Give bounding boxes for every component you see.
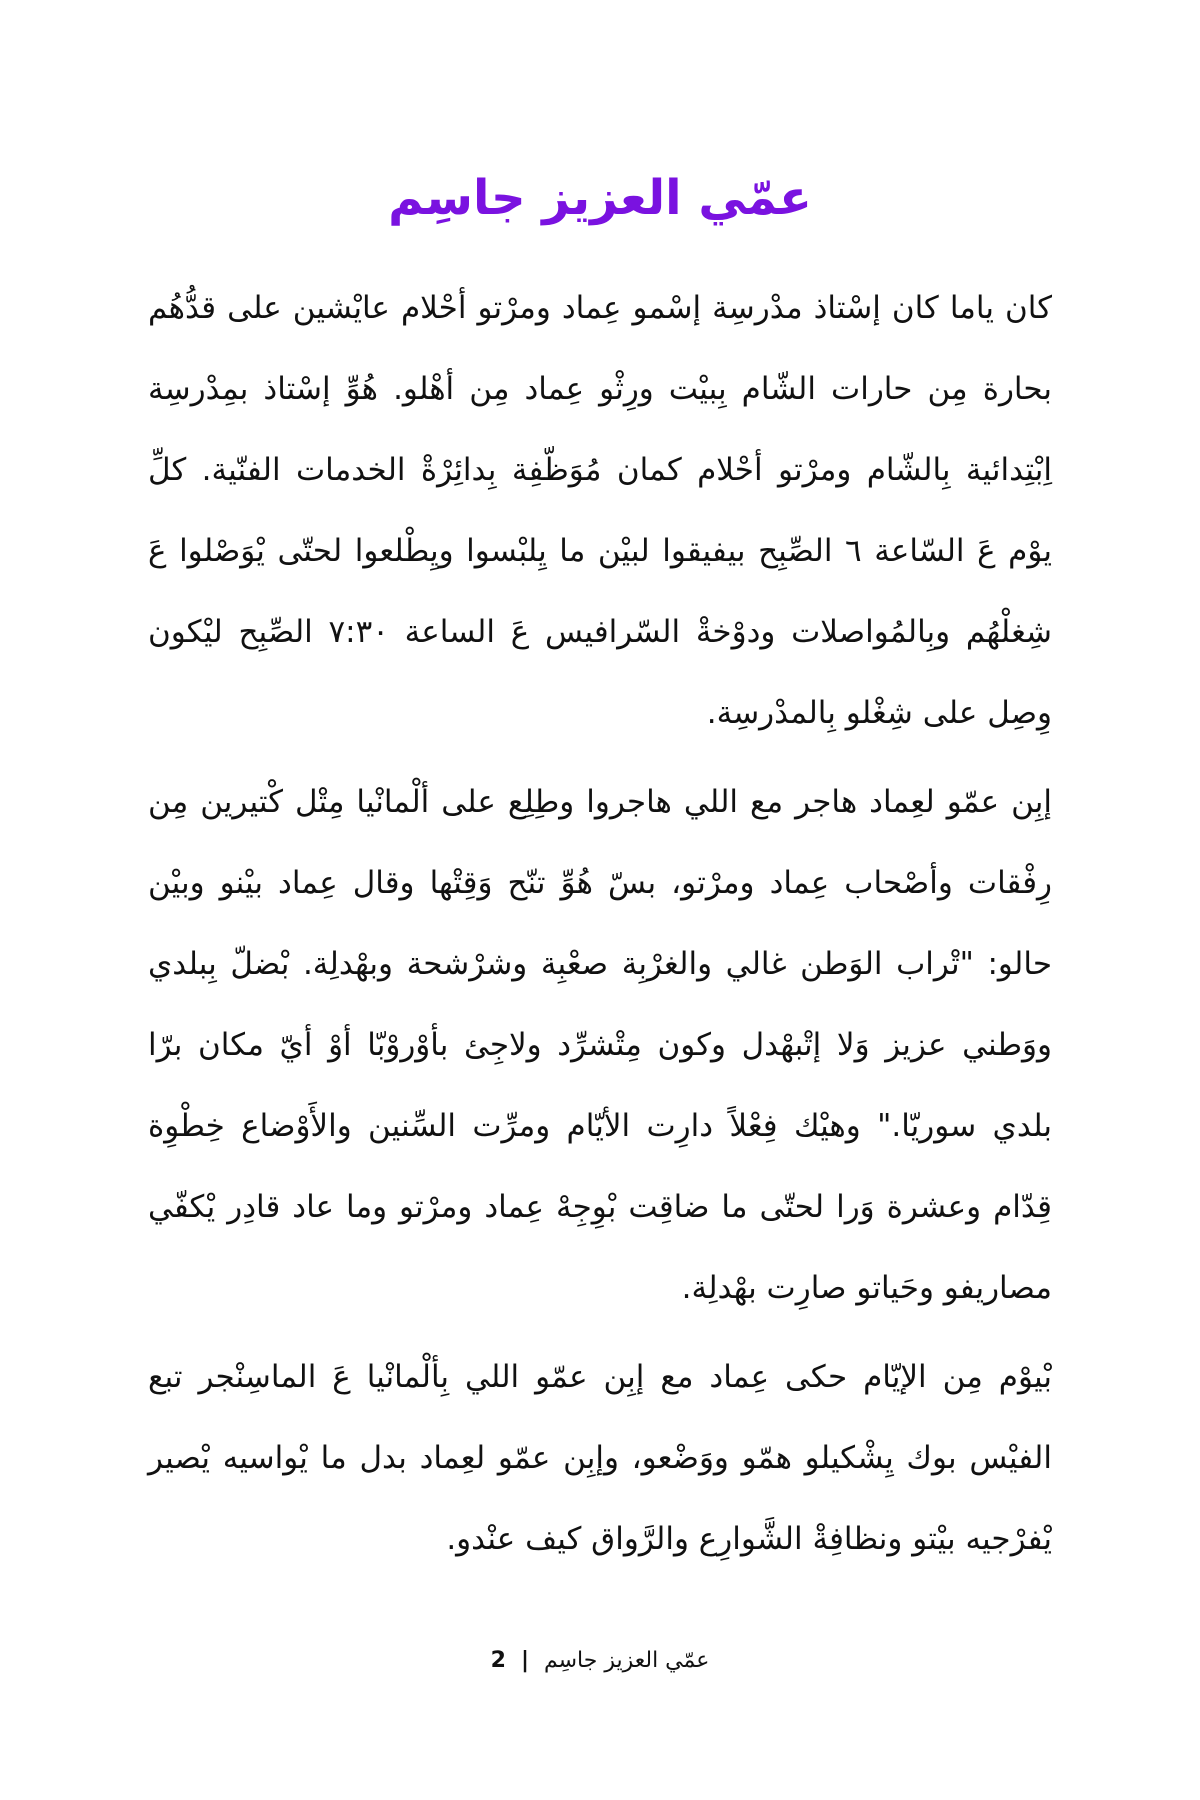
footer-separator: |: [520, 1648, 529, 1673]
footer-running-title: عمّي العزيز جاسِم: [543, 1648, 710, 1673]
document-page: [148, 150, 1052, 1588]
page-number: 2: [490, 1648, 506, 1673]
paragraph-1: كان ياما كان إسْتاذ مدْرسِة إسْمو عِماد ومرْتو أحْلام عايْشين على قدُّهُم بحارة مِن حارات الشّام بِبيْت ورِثْو عِماد مِن أهْلو. هُوِّ إسْتاذ بمِدْرسِة اِبْتِدائية بِالشّام ومرْتو أحْلام كمان مُوَظّفِة بِدائِرْةْ الخدمات الفنّية. كلِّ يوْم عَ السّاعة ٦ الصِّبِح بيفيقوا لبيْن ما يِلبْسوا ويِطْلعوا لحتّى يْوَصْلوا عَ شِغلْهُم وبِالمُواصلات ودوْخةْ السّرافيس عَ الساعة ٧:٣٠ الصِّبِح ليْكون وِصِل على شِغْلو بِالمدْرسِة.: [148, 290, 1053, 731]
page-title: عمّي العزيز جاسِم: [388, 170, 812, 226]
page-footer: [0, 1648, 1200, 1673]
paragraph-2: إبِن عمّو لعِماد هاجر مع اللي هاجروا وطِلِع على ألْمانْيا مِتْل كْتيرين مِن رِفْقات وأصْحاب عِماد ومرْتو، بسّ هُوِّ تنّح وَقِتْها وقال عِماد بيْنو وبيْن حالو: "تْراب الوَطن غالي والغرْبِة صعْبِة وشرْشحة وبهْدلِة. بْضلّ بِبلدي ووَطني عزيز وَلا إتْبهْدل وكون مِتْشرِّد ولاجِئ بأوْروْبّا أوْ أيّ مكان برّا بلدي سوريّا." وهيْك فِعْلاً دارِت الأيّام ومرِّت السِّنين والأَوْضاع خِطْوِة قِدّام وعشرة وَرا لحتّى ما ضاقِت بْوِجِهْ عِماد ومرْتو وما عاد قادِر يْكفّي مصاريفو وحَياتو صارِت بهْدلِة.: [148, 784, 1052, 1306]
paragraph-3: بْيوْم مِن الإيّام حكى عِماد مع إبِن عمّو اللي بِألْمانْيا عَ الماسِنْجر تبع الفيْس بوك يِشْكيلو همّو ووَضْعو، وإبِن عمّو لعِماد بدل ما يْواسيه يْصير يْفرْجيه بيْتو ونظافِةْ الشَّوارِع والرَّواق كيف عنْدو.: [148, 1359, 1052, 1557]
